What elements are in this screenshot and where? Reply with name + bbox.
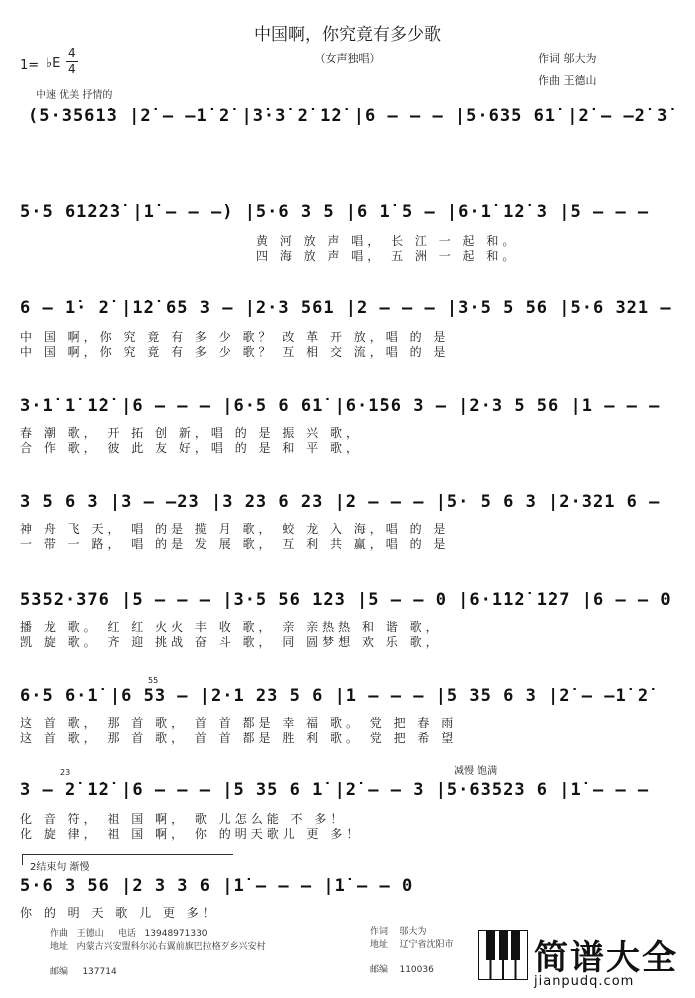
grace-note-55: 55 <box>148 676 159 685</box>
ending-bracket <box>22 854 233 865</box>
lyric-row-6-line-1: 播 龙 歌。 红 红 火火 丰 收 歌， 亲 亲热热 和 谐 歌， <box>20 620 442 634</box>
song-title: 中国啊，你究竟有多少歌 <box>254 25 441 45</box>
notation-row-9: 5·6 3 56 |2 3 3 6 |1̇ – – – |1̇ – – 0 <box>20 876 414 896</box>
footer-lyricist-label: 作词 <box>370 927 389 937</box>
notation-row-6: 5352·376 |5 – – – |3·5 56 1̇23 |5 – – 0 |6·1̇1̇2̇ 1̇27 |6 – – 0 <box>20 590 672 610</box>
grace-note-23: 23 <box>60 768 71 777</box>
lyric-row-7-line-2: 这 首 歌， 那 首 歌， 首 首 都是 胜 利 歌。 党 把 希 望 <box>20 731 458 745</box>
footer-address2-label: 地址 <box>370 940 389 950</box>
footer-postcode <box>50 964 117 977</box>
footer-postcode2 <box>370 962 434 975</box>
time-signature-line <box>66 61 78 62</box>
notation-row-1: (5·3561̇3 |2̇ – –1̇ 2̇ |3̇·3̇ 2̇ 1̇2̇ |6 – – – |5·635 61̇ |2̇ – –2̇ 3̇ <box>28 106 669 126</box>
ending-mark: 2结束句 渐慢 <box>30 862 90 873</box>
lyric-row-5-line-2: 一 带 一 路， 唱 的是 发 展 歌， 互 利 共 赢，唱 的 是 <box>20 537 450 551</box>
composer-credit: 作曲 王德山 <box>538 74 597 87</box>
notation-row-7: 6·5 6·1̇ |6 53 – |2·1 23 5 6 |1 – – – |5 35 6 3 |2̇ – –1̇ 2̇ <box>20 686 650 706</box>
footer-postcode-label: 邮编 <box>50 967 69 977</box>
footer-address2-value: 辽宁省沈阳市 <box>399 940 454 950</box>
notation-row-5: 3 5 6 3 |3 – –23 |3 23 6 23 |2 – – – |5· 5 6 3 |2·321 6 – <box>20 492 661 512</box>
lyric-row-2-line-1: 黄 河 放 声 唱， 长 江 一 起 和。 <box>256 234 519 248</box>
footer-phone: 13948971330 <box>144 929 208 939</box>
time-signature-bottom: 4 <box>68 62 76 76</box>
lyric-row-5-line-1: 神 舟 飞 天， 唱 的是 揽 月 歌， 蛟 龙 入 海，唱 的 是 <box>20 522 450 536</box>
lyric-row-3-line-2: 中 国 啊，你 究 竟 有 多 少 歌？ 互 相 交 流，唱 的 是 <box>20 345 450 359</box>
footer-phone-label: 电话 <box>117 929 136 939</box>
footer-composer-label: 作曲 <box>50 929 69 939</box>
lyric-row-6-line-2: 凯 旋 歌。 齐 迎 挑战 奋 斗 歌， 同 圆梦想 欢 乐 歌， <box>20 635 442 649</box>
footer-lyricist <box>370 924 426 937</box>
lyric-row-9-line-1: 你 的 明 天 歌 儿 更 多！ <box>20 906 219 920</box>
lyric-row-2-line-2: 四 海 放 声 唱， 五 洲 一 起 和。 <box>256 249 519 263</box>
key-label: 1= <box>20 58 40 73</box>
expression-mark: 减慢 饱满 <box>454 766 498 777</box>
lyric-row-7-line-1: 这 首 歌， 那 首 歌， 首 首 都是 幸 福 歌。 党 把 春 雨 <box>20 716 458 730</box>
lyric-row-4-line-2: 合 作 歌， 彼 此 友 好，唱 的 是 和 平 歌， <box>20 441 362 455</box>
footer-lyricist-name: 邬大为 <box>399 927 427 937</box>
footer-address2 <box>370 937 453 950</box>
footer-postcode-value: 137714 <box>82 967 117 977</box>
logo-text: 简谱大全 <box>534 938 678 978</box>
piano-keys-icon <box>478 930 528 980</box>
footer-composer <box>50 926 208 939</box>
lyric-row-3-line-1: 中 国 啊，你 究 竟 有 多 少 歌？ 改 革 开 放，唱 的 是 <box>20 330 450 344</box>
footer-address-value: 内蒙古兴安盟科尔沁右翼前旗巴拉格歹乡兴安村 <box>76 942 266 952</box>
site-logo <box>478 930 688 992</box>
notation-row-4: 3·1̇ 1̇ 1̇2̇ |6 – – – |6·5 6 61̇ |6·1̇56 3 – |2·3 5 56 |1 – – – <box>20 396 661 416</box>
footer-composer-name: 王德山 <box>76 929 104 939</box>
time-signature-top: 4 <box>68 46 76 60</box>
key-signature: ♭E <box>46 56 61 71</box>
notation-row-3: 6 – 1̇· 2̇ |1̇2̇ 65 3 – |2·3 561 |2 – – – |3·5 5 56 |5·6 321 – <box>20 298 672 318</box>
footer-postcode2-value: 110036 <box>399 965 434 975</box>
footer-postcode2-label: 邮编 <box>370 965 389 975</box>
logo-url: jianpudq.com <box>534 974 635 989</box>
song-subtitle: （女声独唱） <box>314 52 381 65</box>
notation-row-2: 5·5 61̇2̇2̇3̇ |1̇ – – –) |5·6 3 5 |6 1̇ 5 – |6·1̇ 1̇2̇ 3 |5 – – – <box>20 202 650 222</box>
lyric-row-4-line-1: 春 潮 歌， 开 拓 创 新，唱 的 是 振 兴 歌， <box>20 426 362 440</box>
footer-address <box>50 939 266 952</box>
footer-address-label: 地址 <box>50 942 69 952</box>
lyric-row-8-line-2: 化 旋 律， 祖 国 啊， 你 的明天歌儿 更 多！ <box>20 827 363 841</box>
tempo-marking: 中速 优美 抒情的 <box>36 90 113 101</box>
lyricist-credit: 作词 邬大为 <box>538 52 597 65</box>
notation-row-8: 3 – 2̇ 1̇2̇ |6 – – – |5 35 6 1̇ |2̇ – – 3 |5·63523 6 |1̇ – – – <box>20 780 650 800</box>
lyric-row-8-line-1: 化 音 符， 祖 国 啊， 歌 儿怎么能 不 多！ <box>20 812 347 826</box>
